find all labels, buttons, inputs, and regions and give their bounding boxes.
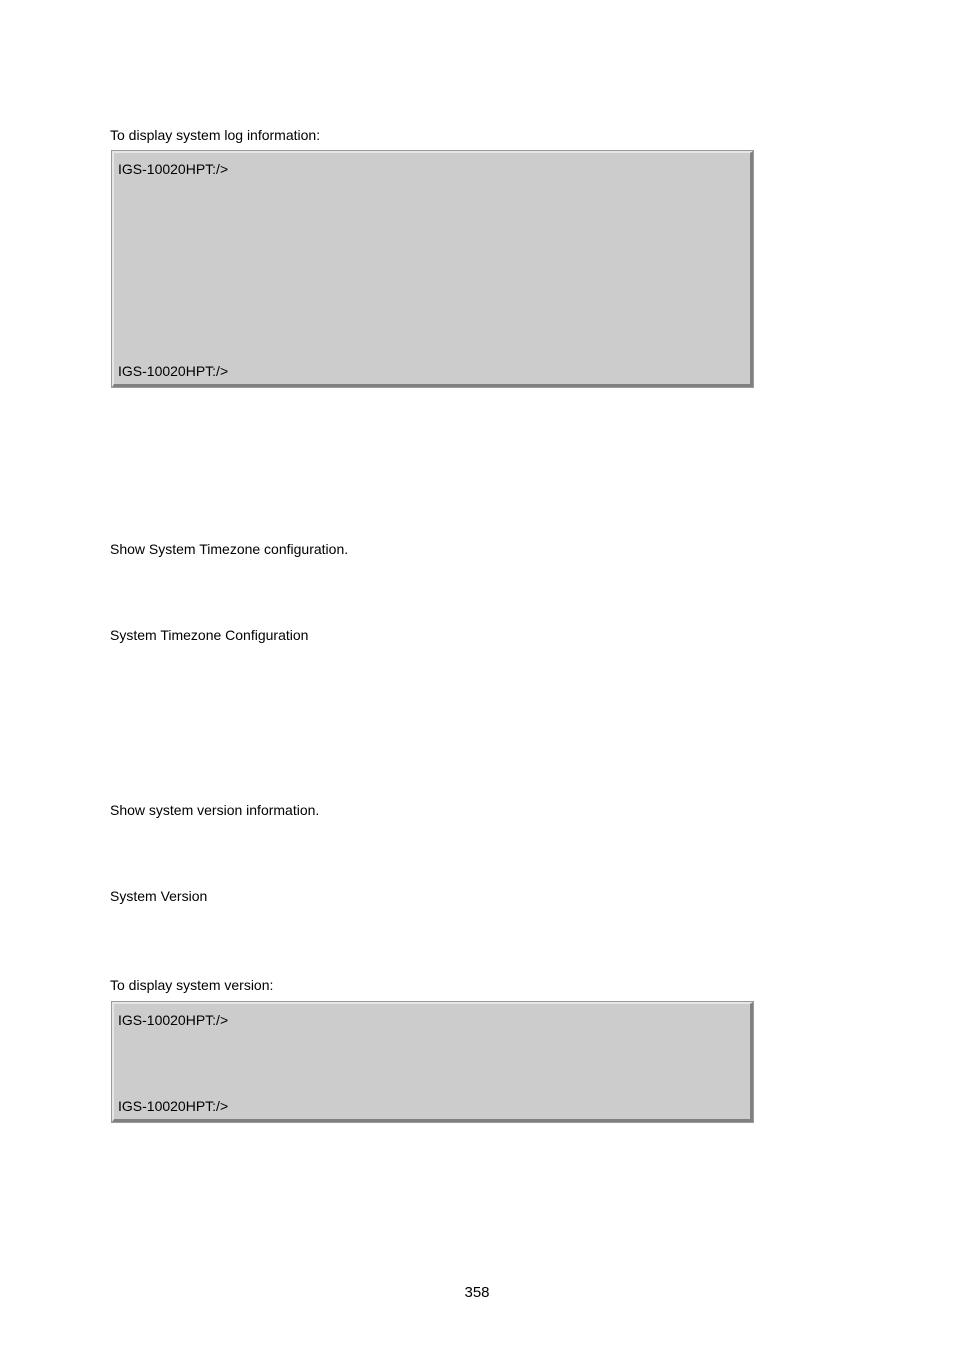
console-prompt: IGS-10020HPT:/>	[118, 1012, 229, 1028]
version-title-text: System Version	[110, 888, 208, 904]
version-console-box	[112, 1002, 753, 1122]
version-description-text: Show system version information.	[110, 802, 320, 818]
console-prompt: IGS-10020HPT:/>	[118, 161, 229, 177]
syslog-console-box	[112, 151, 753, 387]
version-intro-text: To display system version:	[110, 977, 274, 993]
timezone-title-text: System Timezone Configuration	[110, 627, 309, 643]
console-prompt: IGS-10020HPT:/>	[118, 1098, 229, 1114]
page-number: 358	[464, 1284, 490, 1301]
console-prompt: IGS-10020HPT:/>	[118, 363, 229, 379]
syslog-intro-text: To display system log information:	[110, 127, 321, 143]
timezone-description-text: Show System Timezone configuration.	[110, 541, 349, 557]
